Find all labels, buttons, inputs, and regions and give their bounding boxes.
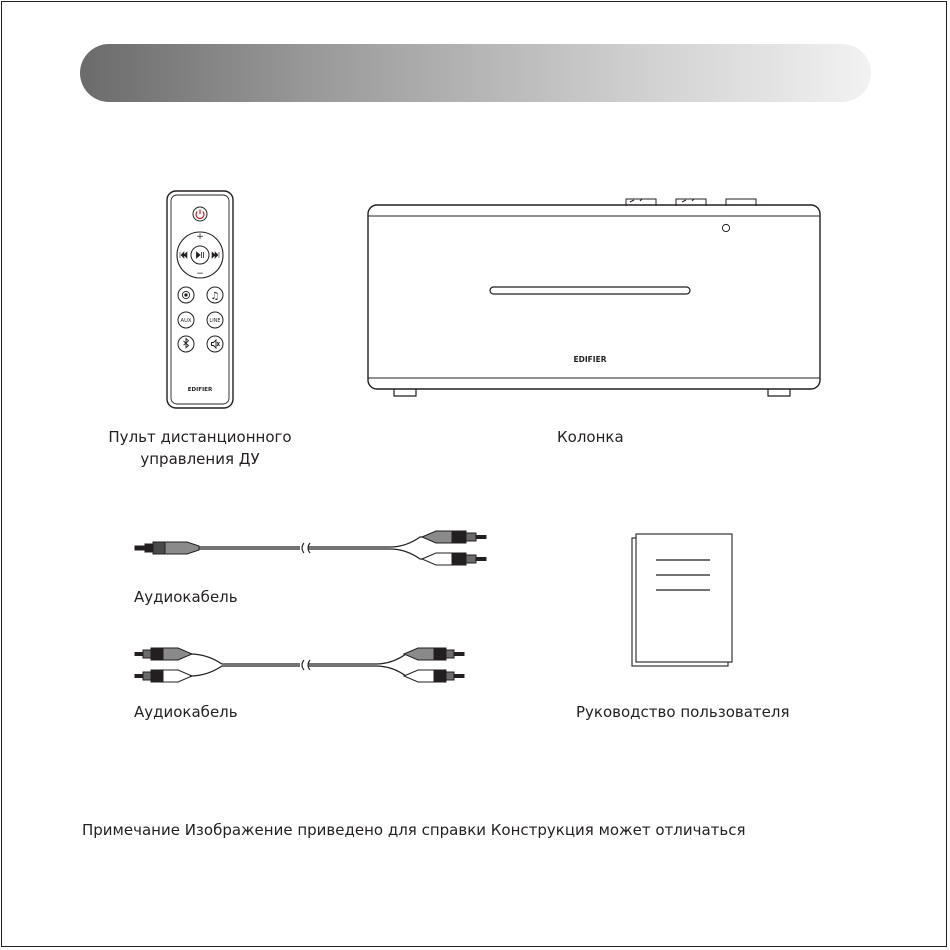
music-note-icon: ♫ xyxy=(210,291,220,302)
header-bar xyxy=(80,44,871,102)
line-button-label: LINE xyxy=(209,318,221,324)
next-icon xyxy=(212,252,219,258)
volume-up-icon: + xyxy=(196,232,204,242)
speaker-brand: EDIFIER xyxy=(573,355,607,364)
user-manual-illustration xyxy=(628,530,738,670)
play-pause-icon xyxy=(197,252,204,258)
right-rca-plug-grey xyxy=(404,648,464,660)
cable-rca-label: Аудиокабель xyxy=(134,703,238,721)
previous-icon xyxy=(180,252,187,258)
cable-35mm-to-rca-illustration xyxy=(132,525,502,575)
mini-jack-plug xyxy=(135,542,199,554)
rca-plug-white xyxy=(422,553,486,565)
remote-label-line1: Пульт дистанционного xyxy=(108,428,292,446)
right-rca-plug-white xyxy=(404,670,464,682)
aux-button-label: AUX xyxy=(180,318,192,324)
effect-icon xyxy=(182,291,189,298)
cable-rca-to-rca-illustration xyxy=(132,640,482,690)
left-rca-plug-grey xyxy=(135,648,192,660)
power-icon xyxy=(193,207,207,221)
led-indicator xyxy=(722,224,729,231)
page-border xyxy=(1,1,947,947)
manual-label: Руководство пользователя xyxy=(576,703,790,721)
rca-plug-grey xyxy=(422,531,486,543)
volume-down-icon: − xyxy=(196,269,204,279)
bluetooth-icon xyxy=(184,339,189,348)
remote-label-line2: управления ДУ xyxy=(140,450,260,468)
remote-label xyxy=(95,426,305,470)
remote-control-illustration xyxy=(166,190,236,410)
remote-brand: EDIFIER xyxy=(187,387,213,393)
light-bar xyxy=(490,287,690,294)
note-text: Примечание Изображение приведено для справки Конструкция может отличаться xyxy=(82,821,746,839)
speaker-label: Колонка xyxy=(557,428,624,446)
mute-icon xyxy=(212,340,220,348)
left-rca-plug-white xyxy=(135,670,192,682)
speaker-illustration xyxy=(364,192,824,402)
cable-35mm-label: Аудиокабель xyxy=(134,588,238,606)
